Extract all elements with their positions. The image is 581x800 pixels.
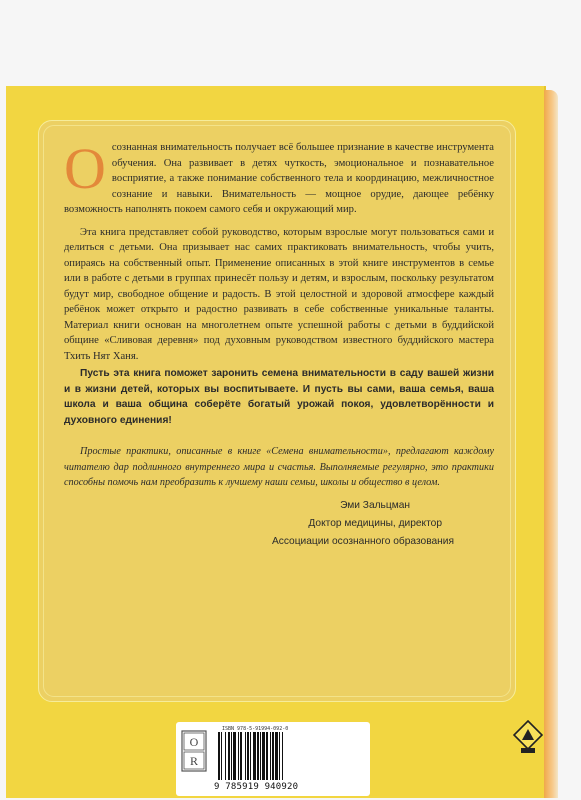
- publisher-logo-icon: [513, 720, 543, 754]
- book-page-edge: [544, 90, 558, 798]
- barcode-bar: [262, 732, 265, 780]
- barcode-bar: [282, 732, 283, 780]
- barcode-bar: [225, 732, 226, 780]
- barcode-bar: [245, 732, 246, 780]
- barcode-bar: [247, 732, 249, 780]
- body-paragraph: Эта книга представляет собой руководство, которым взрослые могут пользоваться сами и делиться с детьми. Она призывает нас самих практиковать внимательность, чтобы учить, опираясь на собственный опыт. Применение описанных в этой книге инструментов в семье или в работе с детьми в группах принесёт пользу и детям, и взрослым, поскольку результатом будут мир, свободное общение и радость. В этой целостной и здоровой атмосфере каждый ребёнок может открыто и радостно развивать в себе собственные уникальные таланты. Материал книги основан на многолетнем опыте успешной работы с детьми в буддийской общине «Сливовая деревня» под духовным руководством известного буддийского мастера Тхить Нят Ханя.: [64, 226, 494, 362]
- signature-name: Эми Зальцман: [340, 499, 410, 511]
- bold-paragraph: Пусть эта книга поможет заронить семена внимательности в саду вашей жизни и в жизни детей, которых вы воспитываете. И пусть вы сами, ваша семья, ваша школа и ваша община соберёте богатый урожай покоя, удовлетворённости и духовного единения!: [64, 368, 494, 426]
- isbn-label: ISBN 978-5-91994-092-0: [222, 726, 289, 732]
- svg-text:O: O: [189, 735, 199, 749]
- signature-title-1: Доктор медицины, директор: [308, 517, 442, 529]
- drop-cap: О: [64, 136, 106, 201]
- barcode-icon: [216, 732, 316, 782]
- barcode-bar: [221, 732, 222, 780]
- barcode-bar: [253, 732, 256, 780]
- barcode-bar: [238, 732, 239, 780]
- endorsement-quote: Простые практики, описанные в книге «Семена внимательности», предлагают каждому читателю дар подлинного внутреннего мира и счастья. Выполняемые регулярно, это практики способны помочь нам преобразить к лучшему наши семьи, школы и общество в целом.: [64, 446, 494, 488]
- barcode-bar: [233, 732, 236, 780]
- intro-text: сознанная внимательность получает всё большее признание в качестве инструмента обучения. Она развивает в детях чуткость, эмоциональное и познавательное восприятие, а также понимание собственного тела и координацию, межличностное сознание и навыки. Внимательность — мощное орудие, дающее ребёнку возможность наполнять покоем самого себя и окружающий мир.: [64, 142, 494, 215]
- signature-title-2: Ассоциации осознанного образования: [271, 535, 454, 547]
- intro-paragraph: [64, 136, 494, 218]
- barcode-digits: 9 785919 940920: [214, 782, 299, 792]
- signature-block: [64, 497, 494, 551]
- barcode-bar: [279, 732, 280, 780]
- barcode-bar: [250, 732, 251, 780]
- svg-text:R: R: [189, 754, 199, 768]
- barcode-bar: [228, 732, 230, 780]
- or-logo-icon: [181, 730, 207, 772]
- barcode-bar: [231, 732, 232, 780]
- barcode-bar: [240, 732, 242, 780]
- barcode-bar: [270, 732, 271, 780]
- barcode-bar: [275, 732, 278, 780]
- barcode-bar: [218, 732, 220, 780]
- barcode-bar: [260, 732, 261, 780]
- barcode-bar: [257, 732, 259, 780]
- barcode-bar: [266, 732, 268, 780]
- barcode-bar: [272, 732, 274, 780]
- cover-text: [64, 136, 494, 551]
